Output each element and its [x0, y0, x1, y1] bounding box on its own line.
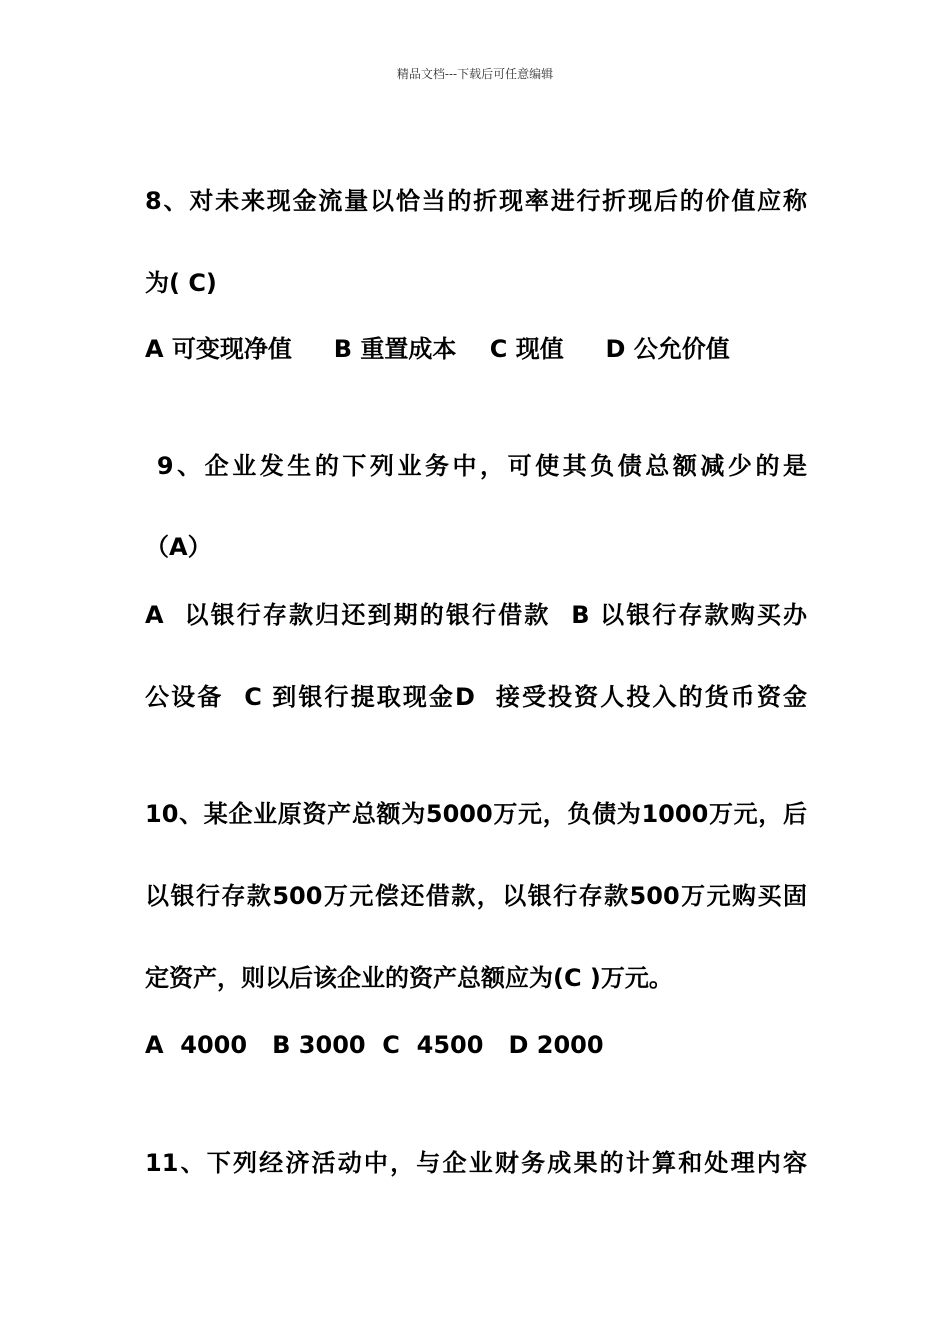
question-10-text-line3: 定资产，则以后该企业的资产总额应为(C )万元。	[145, 964, 673, 992]
question-8-answer: 为( C)	[145, 269, 217, 297]
question-8-text: 8、对未来现金流量以恰当的折现率进行折现后的价值应称	[145, 187, 807, 215]
question-10-text-line2: 以银行存款500万元偿还借款，以银行存款500万元购买固	[145, 882, 807, 910]
question-11-text: 11、下列经济活动中，与企业财务成果的计算和处理内容	[145, 1149, 807, 1177]
question-9-options-line2: 公设备 C 到银行提取现金D 接受投资人投入的货币资金	[145, 683, 807, 711]
question-9-answer: （A）	[145, 533, 212, 561]
question-8-options: A 可变现净值 B 重置成本 C 现值 D 公允价值	[145, 335, 730, 363]
question-10-options: A 4000 B 3000 C 4500 D 2000	[145, 1031, 604, 1059]
question-10-text-line1: 10、某企业原资产总额为5000万元，负债为1000万元，后	[145, 800, 807, 828]
question-9-text: 9、企业发生的下列业务中，可使其负债总额减少的是	[145, 452, 807, 480]
question-9-options-line1: A 以银行存款归还到期的银行借款 B 以银行存款购买办	[145, 601, 807, 629]
page-header: 精品文档---下载后可任意编辑	[396, 67, 554, 81]
